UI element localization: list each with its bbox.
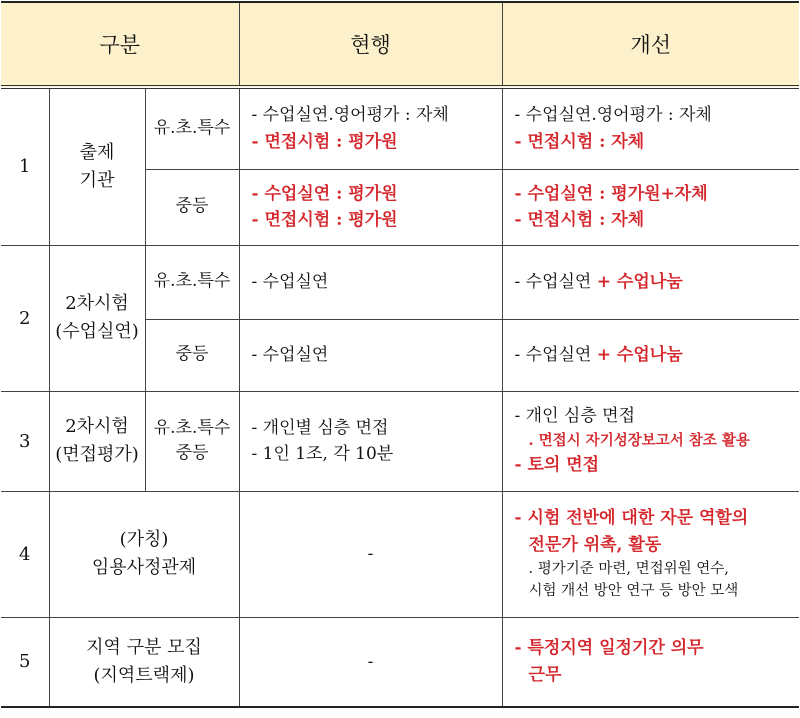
row-subcategory: 유.초.특수: [145, 87, 239, 169]
improved-cell: - 수업실연 + 수업나눔: [502, 319, 799, 391]
header-category: 구분: [1, 2, 239, 87]
row-number: 1: [1, 87, 49, 245]
row-category: 출제 기관: [49, 87, 145, 245]
header-improved: 개선: [502, 2, 799, 87]
row-category: (가칭) 임용사정관제: [49, 491, 239, 617]
row-subcategory: 유.초.특수: [145, 245, 239, 319]
table-row: [1, 87, 799, 169]
current-cell: -: [239, 617, 502, 707]
row-subcategory: 유.초.특수 중등: [145, 391, 239, 491]
table-row: [1, 245, 799, 319]
table-row: [1, 391, 799, 491]
table-row: [1, 491, 799, 617]
row-category: 지역 구분 모집 (지역트랙제): [49, 617, 239, 707]
current-cell: -: [239, 491, 502, 617]
improved-cell: - 개인 심층 면접 . 면접시 자기성장보고서 참조 활용 - 토의 면접: [502, 391, 799, 491]
header-current: 현행: [239, 2, 502, 87]
current-cell: - 수업실연.영어평가 : 자체 - 면접시험 : 평가원: [239, 87, 502, 169]
row-category: 2차시험 (수업실연): [49, 245, 145, 391]
current-cell: - 수업실연: [239, 319, 502, 391]
improved-cell: - 시험 전반에 대한 자문 역할의 전문가 위촉, 활동 . 평가기준 마련, 면접위원 연수, 시험 개선 방안 연구 등 방안 모색: [502, 491, 799, 617]
improved-cell: - 수업실연.영어평가 : 자체 - 면접시험 : 자체: [502, 87, 799, 169]
current-cell: - 개인별 심층 면접 - 1인 1조, 각 10분: [239, 391, 502, 491]
row-number: 4: [1, 491, 49, 617]
row-category: 2차시험 (면접평가): [49, 391, 145, 491]
table-row: [1, 617, 799, 707]
row-subcategory: 중등: [145, 319, 239, 391]
current-cell: - 수업실연 : 평가원 - 면접시험 : 평가원: [239, 169, 502, 245]
header-row: [1, 2, 799, 87]
improved-cell: - 특정지역 일정기간 의무 근무: [502, 617, 799, 707]
row-subcategory: 중등: [145, 169, 239, 245]
current-cell: - 수업실연: [239, 245, 502, 319]
row-number: 5: [1, 617, 49, 707]
row-number: 2: [1, 245, 49, 391]
row-number: 3: [1, 391, 49, 491]
improved-cell: - 수업실연 + 수업나눔: [502, 245, 799, 319]
comparison-table: [1, 1, 799, 708]
improved-cell: - 수업실연 : 평가원+자체 - 면접시험 : 자체: [502, 169, 799, 245]
